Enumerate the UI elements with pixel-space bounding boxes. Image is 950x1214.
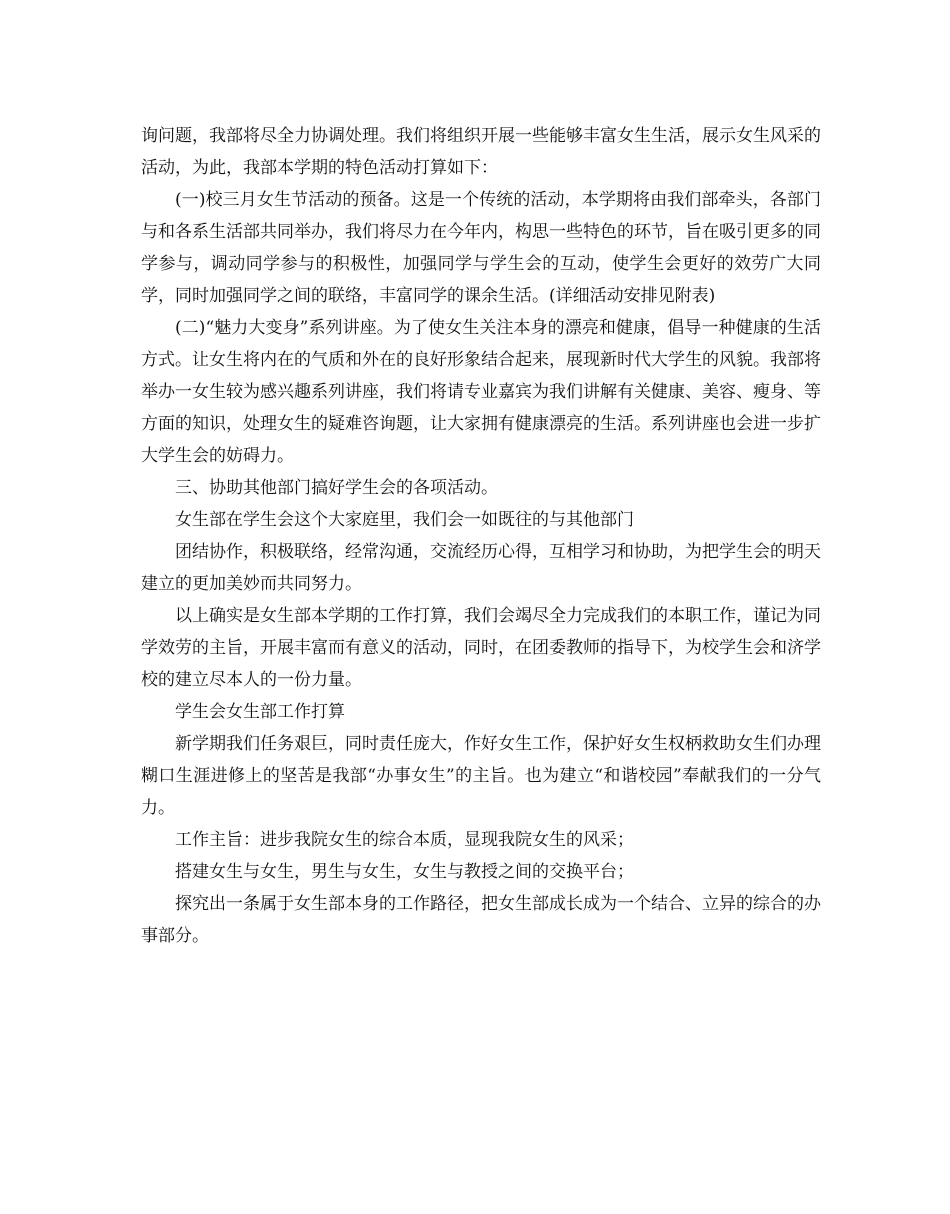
document-body [141, 120, 821, 952]
paragraph: 询问题，我部将尽全力协调处理。我们将组织开展一些能够丰富女生生活，展示女生风采的活动，为此，我部本学期的特色活动打算如下： [141, 126, 821, 178]
paragraph: 以上确实是女生部本学期的工作打算，我们会竭尽全力完成我们的本职工作，谨记为同学效劳的主旨，开展丰富而有意义的活动，同时，在团委教师的指导下，为校学生会和济学校的建立尽本人的一份力量。 [141, 606, 821, 690]
paragraph: 团结协作，积极联络，经常沟通，交流经历心得，互相学习和协助，为把学生会的明天建立的更加美妙而共同努力。 [141, 542, 821, 594]
paragraph: (一)校三月女生节活动的预备。这是一个传统的活动，本学期将由我们部牵头，各部门与和各系生活部共同举办，我们将尽力在今年内，构思一些特色的环节，旨在吸引更多的同学参与，调动同学参与的积极性，加强同学与学生会的互动，使学生会更好的效劳广大同学，同时加强同学之间的联络，丰富同学的课余生活。(详细活动安排见附表) [141, 190, 821, 306]
paragraph: 搭建女生与女生，男生与女生，女生与教授之间的交换平台； [175, 862, 634, 882]
paragraph: 新学期我们任务艰巨，同时责任庞大，作好女生工作，保护好女生权柄救助女生们办理糊口生涯进修上的坚苦是我部“办事女生”的主旨。也为建立“和谐校园”奉献我们的一分气力。 [141, 734, 821, 818]
paragraph: (二)“魅力大变身”系列讲座。为了使女生关注本身的漂亮和健康，倡导一种健康的生活方式。让女生将内在的气质和外在的良好形象结合起来，展现新时代大学生的风貌。我部将举办一女生较为感兴趣系列讲座，我们将请专业嘉宾为我们讲解有关健康、美容、瘦身、等方面的知识，处理女生的疑难咨询题，让大家拥有健康漂亮的生活。系列讲座也会进一步扩大学生会的妨碍力。 [141, 318, 821, 466]
document-title: 学生会女生部工作打算 [175, 702, 345, 722]
paragraph: 女生部在学生会这个大家庭里，我们会一如既往的与其他部门 [175, 510, 634, 530]
paragraph: 探究出一条属于女生部本身的工作路径，把女生部成长成为一个结合、立异的综合的办事部分。 [141, 894, 821, 946]
paragraph: 工作主旨：进步我院女生的综合本质，显现我院女生的风采； [175, 830, 634, 850]
section-heading: 三、协助其他部门搞好学生会的各项活动。 [175, 478, 498, 498]
